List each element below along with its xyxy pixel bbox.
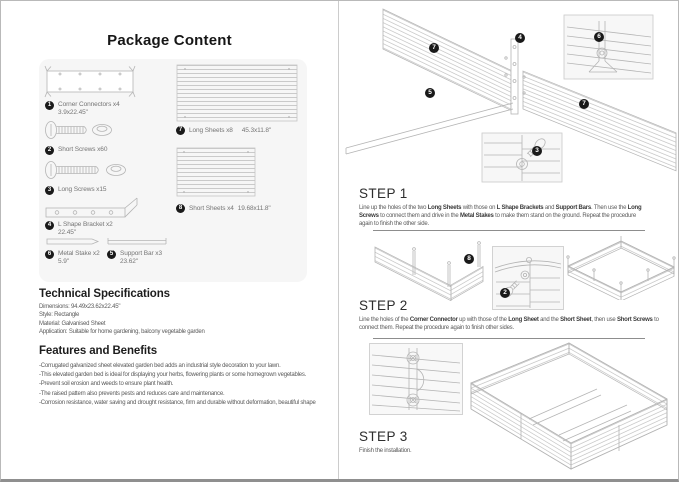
package-item-short-screws xyxy=(45,146,107,155)
callout-bracket-badge: 4 xyxy=(515,33,525,43)
support-bar-drawing xyxy=(107,237,167,246)
item-5-label: Support Bar x3 xyxy=(120,250,162,257)
package-item-short-sheets xyxy=(176,204,271,213)
long-screw-drawing xyxy=(44,159,132,181)
item-4-badge: 4 xyxy=(45,221,54,230)
step3-heading: STEP 3 xyxy=(359,429,408,444)
package-item-metal-stake xyxy=(45,250,100,265)
item-5-badge: 5 xyxy=(107,250,116,259)
item-1-badge: 1 xyxy=(45,101,54,110)
item-2-label: Short Screws x60 xyxy=(58,146,108,153)
package-item-corner-connectors xyxy=(45,101,120,116)
step3-text: Finish the installation. xyxy=(359,448,412,454)
item-1-size: 3.9x22.45" xyxy=(58,108,88,116)
item-4-size: 22.45" xyxy=(58,228,76,236)
item-2-badge: 2 xyxy=(45,146,54,155)
item-5-size: 23.62" xyxy=(120,257,138,265)
item-8-label: Short Sheets x4 xyxy=(189,205,234,212)
callout-long-sheet2-badge: 7 xyxy=(579,99,589,109)
callout-short-sheet-badge: 8 xyxy=(464,254,474,264)
item-6-label: Metal Stake x2 xyxy=(58,250,100,257)
step1-diagram xyxy=(341,3,679,184)
step2-screw-inset-drawing xyxy=(492,246,564,310)
features-lines xyxy=(39,362,338,408)
tech-specs-heading: Technical Specifications xyxy=(39,288,170,300)
feature-line: -Corrosion resistance, water saving and drought resistance, firm and durable without deformation, beautiful shape xyxy=(39,399,316,406)
step3-finished-bed-drawing xyxy=(463,331,679,477)
item-8-badge: 8 xyxy=(176,204,185,213)
item-6-size: 5.9" xyxy=(58,257,69,265)
callout-metal-stake-badge: 6 xyxy=(594,32,604,42)
step1-text: Line up the holes of the two Long Sheets with those on L Shape Brackets and Support Bars. Then use the Long Screws to connect them and drive in the Metal Stakes to make them stand on the ground. Repeat the procedure again to finish the other side. xyxy=(359,205,642,227)
feature-line: -Corrugated galvanized sheet elevated garden bed adds an industrial style decoration to your lawn. xyxy=(39,363,281,369)
tech-specs-lines xyxy=(39,304,336,337)
corner-connector-drawing xyxy=(44,63,136,99)
spec-material: Material: Galvanised Sheet xyxy=(39,320,106,327)
step2-text: Line the holes of the Corner Connector up with those of the Long Sheet and the Short Sheet, then use Short Screws to connect them. Repeat the procedure again to finish other sides. xyxy=(359,317,659,331)
step2-frame-drawing xyxy=(564,236,678,300)
feature-line: -This elevated garden bed is ideal for displaying your herbs, flowering plants or some homegrown vegetables. xyxy=(39,372,307,379)
short-screw-drawing xyxy=(44,119,119,141)
item-3-label: Long Screws x15 xyxy=(58,186,107,193)
short-sheets-drawing xyxy=(176,147,256,199)
step2-heading: STEP 2 xyxy=(359,298,408,313)
step3-connector-inset-drawing xyxy=(369,343,463,415)
spec-style: Style: Rectangle xyxy=(39,312,80,319)
item-7-size: 45.3x11.8" xyxy=(241,127,272,134)
l-shape-bracket-drawing xyxy=(44,195,140,220)
package-item-long-screws xyxy=(45,186,106,195)
column-divider xyxy=(338,1,339,482)
package-item-support-bar xyxy=(107,250,162,265)
item-7-label: Long Sheets x8 xyxy=(189,127,233,134)
callout-long-screw-badge: 3 xyxy=(532,146,542,156)
features-heading: Features and Benefits xyxy=(39,345,158,357)
step1-divider xyxy=(373,230,645,231)
package-content-panel xyxy=(39,59,307,282)
item-6-badge: 6 xyxy=(45,250,54,259)
item-8-size: 19.68x11.8" xyxy=(237,205,271,212)
step1-heading: STEP 1 xyxy=(359,186,408,201)
callout-support-bar-badge: 5 xyxy=(425,88,435,98)
feature-line: -Prevent soil erosion and weeds to ensure plant health. xyxy=(39,381,174,388)
callout-long-sheet-badge: 7 xyxy=(429,43,439,53)
callout-short-screw-badge: 2 xyxy=(500,288,510,298)
item-7-badge: 7 xyxy=(176,126,185,135)
metal-stake-drawing xyxy=(45,237,101,246)
long-sheets-drawing xyxy=(176,64,298,122)
page-title: Package Content xyxy=(107,32,232,49)
spec-application: Application: Suitable for home gardening, balcony vegetable garden xyxy=(39,328,205,335)
feature-line: -The raised pattern also prevents pests and reduces care and maintenance. xyxy=(39,390,225,397)
step2-corner-assembly-drawing xyxy=(369,237,489,301)
package-item-l-shape-bracket xyxy=(45,221,113,236)
item-1-label: Corner Connectors x4 xyxy=(58,101,120,108)
package-item-long-sheets xyxy=(176,126,271,135)
spec-dimensions: Dimensions: 94.49x23.62x22.45" xyxy=(39,304,121,310)
item-4-label: L Shape Bracket x2 xyxy=(58,221,113,228)
item-3-badge: 3 xyxy=(45,186,54,195)
